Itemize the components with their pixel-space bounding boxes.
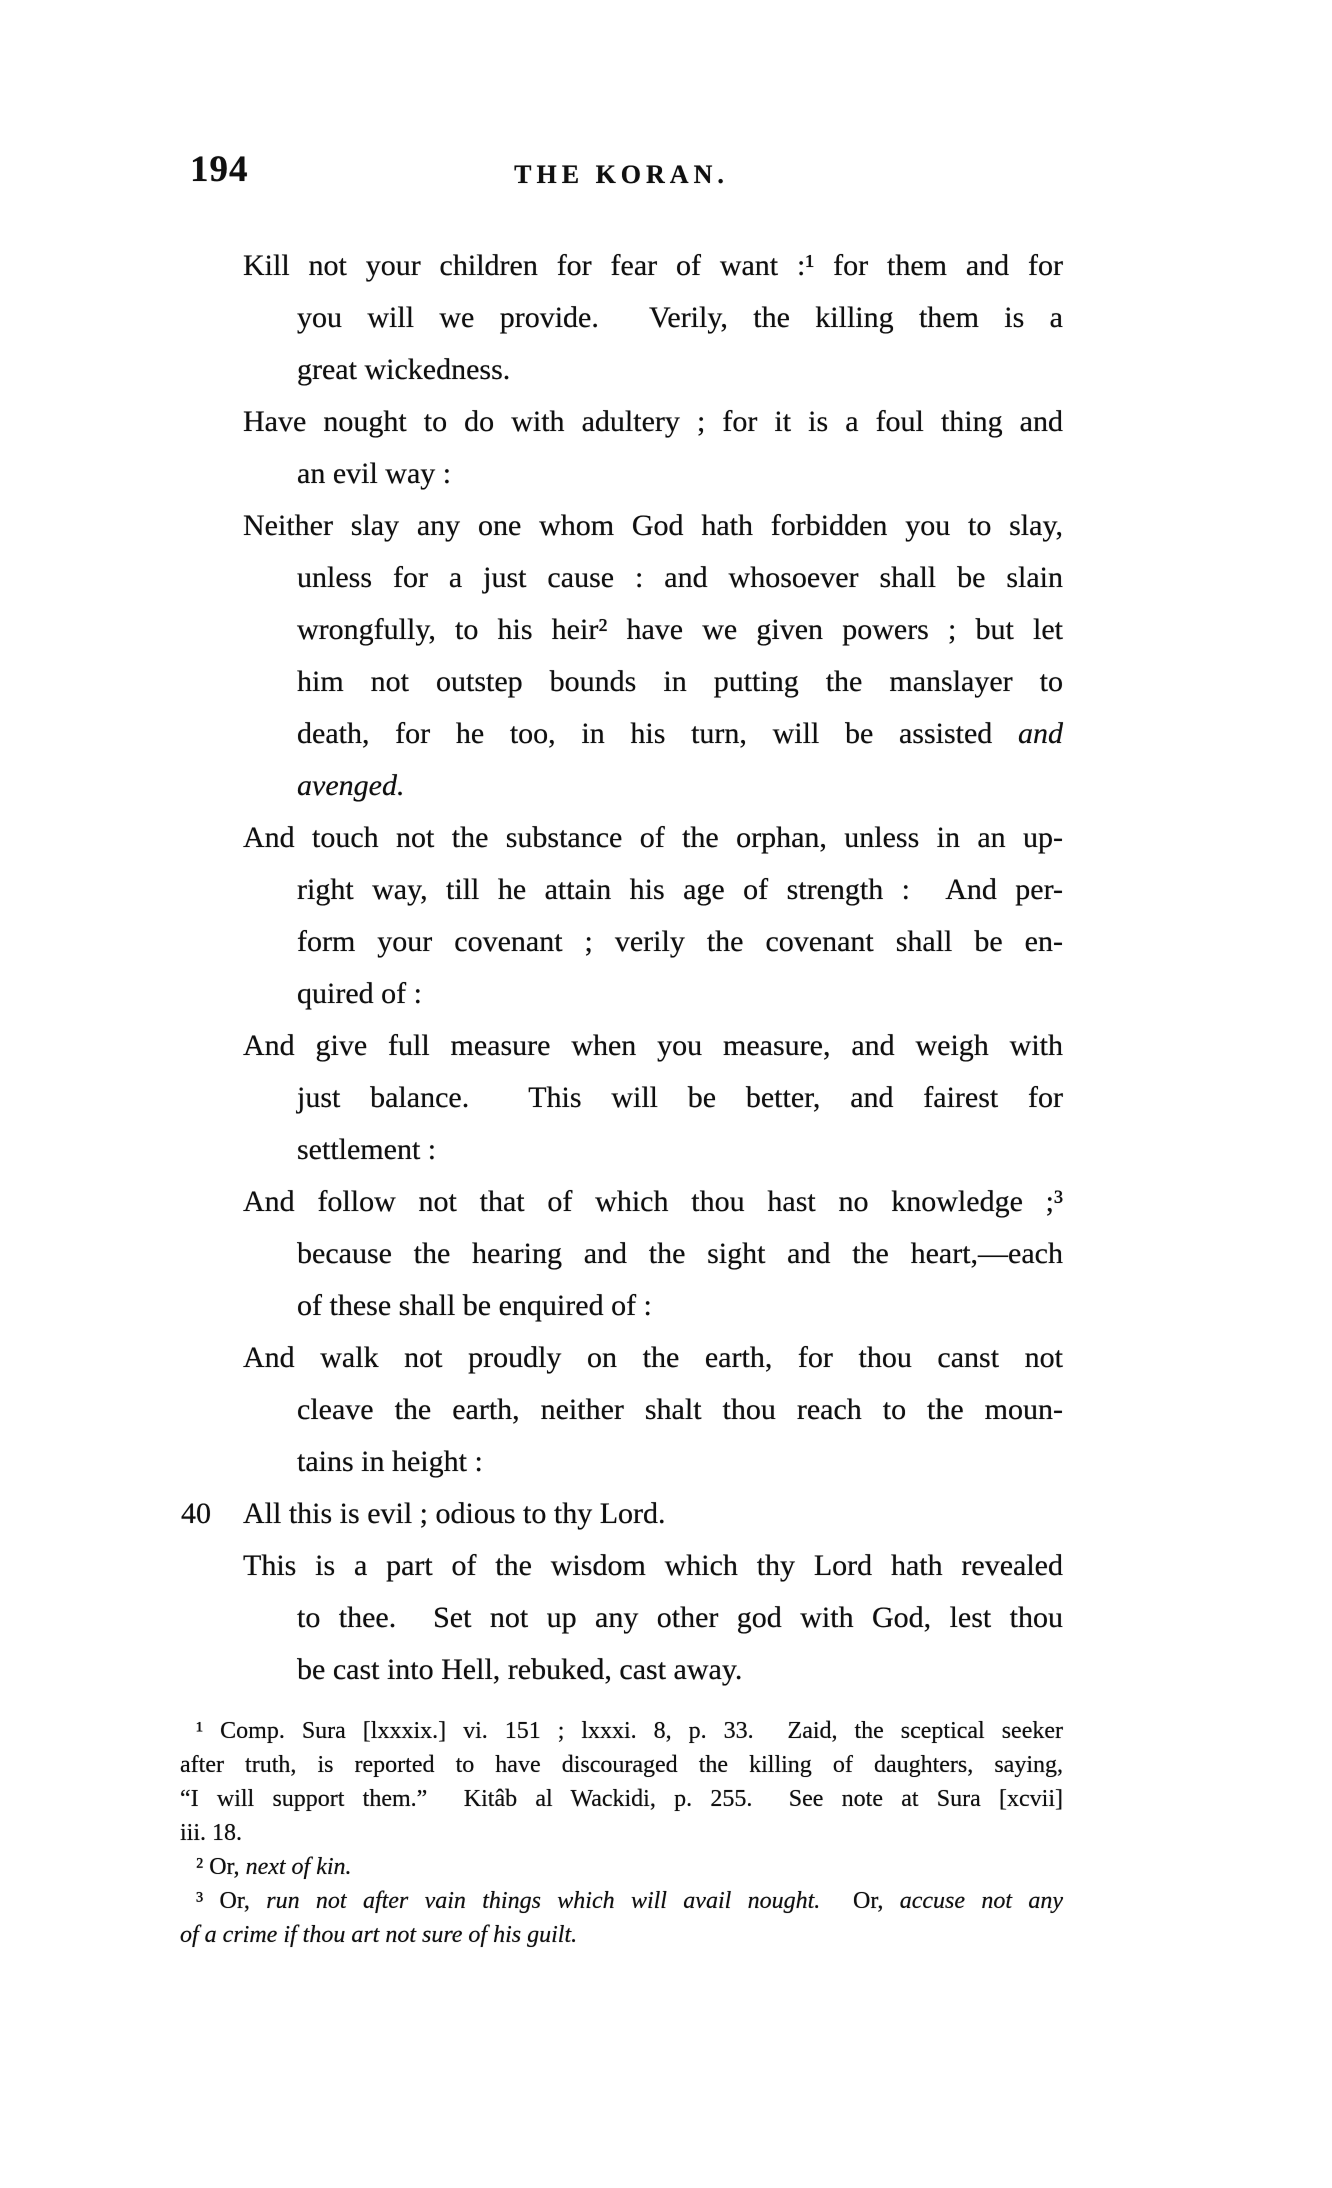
line-text	[180, 1786, 1063, 1812]
footnote-line	[180, 1918, 1063, 1952]
body-line	[243, 812, 1063, 864]
text-run: quired of :	[297, 977, 422, 1010]
footnote-line	[180, 1782, 1063, 1816]
body-line	[297, 344, 1063, 396]
text-run: ² Or,	[196, 1854, 246, 1880]
body-line	[297, 968, 1063, 1020]
text-run: because the hearing and the sight and the heart,—each	[297, 1237, 1063, 1270]
line-text	[297, 873, 1063, 906]
text-run: unless for a just cause : and whosoever shall be slain	[297, 561, 1063, 594]
body-line	[297, 1228, 1063, 1280]
line-text	[243, 1341, 1063, 1374]
line-text	[297, 561, 1063, 594]
text-run: of these shall be enquired of :	[297, 1289, 652, 1322]
footnote-line	[196, 1850, 1063, 1884]
line-text	[243, 405, 1063, 438]
text-run: Kill not your children for fear of want :¹ for them and for	[243, 249, 1063, 282]
line-text	[297, 1445, 483, 1478]
body-text	[180, 240, 1063, 1696]
text-run: cleave the earth, neither shalt thou reach to the moun-	[297, 1393, 1063, 1426]
line-text	[196, 1888, 1063, 1914]
line-text	[196, 1854, 352, 1880]
body-line	[297, 1592, 1063, 1644]
body-line	[243, 396, 1063, 448]
text-run: Neither slay any one whom God hath forbidden you to slay,	[243, 509, 1063, 542]
text-run: great wickedness.	[297, 353, 511, 386]
line-text	[297, 925, 1063, 958]
line-text	[180, 1922, 577, 1948]
text-run: just balance. This will be better, and fairest for	[297, 1081, 1063, 1114]
text-run: death, for he too, in his turn, will be assisted	[297, 717, 1018, 750]
body-line	[297, 604, 1063, 656]
body-line	[243, 500, 1063, 552]
line-text	[243, 249, 1063, 282]
line-text	[297, 1653, 742, 1686]
line-text	[297, 769, 404, 802]
line-text	[297, 1081, 1063, 1114]
line-text	[297, 457, 451, 490]
footnote-line	[180, 1748, 1063, 1782]
line-text	[243, 1029, 1063, 1062]
text-run: right way, till he attain his age of strength : And per-	[297, 873, 1063, 906]
text-run: And follow not that of which thou hast no knowledge ;³	[243, 1185, 1063, 1218]
body-line	[297, 448, 1063, 500]
body-line	[297, 1436, 1063, 1488]
text-run: This is a part of the wisdom which thy Lord hath revealed	[243, 1549, 1063, 1582]
body-line	[297, 656, 1063, 708]
text-run: tains in height :	[297, 1445, 483, 1478]
footnote-line	[196, 1884, 1063, 1918]
body-line	[297, 1384, 1063, 1436]
text-run: settlement :	[297, 1133, 437, 1166]
text-run: be cast into Hell, rebuked, cast away.	[297, 1653, 743, 1686]
text-run: Or,	[820, 1888, 900, 1914]
line-text	[243, 1549, 1063, 1582]
line-text	[297, 613, 1063, 646]
line-text	[243, 1497, 666, 1530]
line-text	[180, 1820, 242, 1846]
text-run: And give full measure when you measure, and weigh with	[243, 1029, 1063, 1062]
text-run: And walk not proudly on the earth, for thou canst not	[243, 1341, 1063, 1374]
line-text	[297, 717, 1063, 750]
text-run: iii. 18.	[180, 1820, 243, 1846]
line-text	[297, 1289, 652, 1322]
italic-run: of a crime if thou art not sure of his guilt.	[180, 1922, 578, 1948]
body-line	[297, 1124, 1063, 1176]
line-text	[243, 1185, 1063, 1218]
body-line	[243, 1540, 1063, 1592]
text-run: “I will support them.” Kitâb al Wackidi, p. 255. See note at Sura [xcvii]	[180, 1786, 1063, 1812]
text-run: an evil way :	[297, 457, 452, 490]
line-text	[196, 1718, 1063, 1744]
page-number: 194	[190, 149, 249, 190]
body-line	[297, 1644, 1063, 1696]
italic-run: accuse not any	[899, 1888, 1064, 1914]
text-run: him not outstep bounds in putting the manslayer to	[297, 665, 1063, 698]
body-line	[243, 240, 1063, 292]
text-run: ³ Or,	[196, 1888, 267, 1914]
body-line	[243, 1332, 1063, 1384]
body-line	[181, 1488, 1063, 1540]
body-line	[297, 1072, 1063, 1124]
line-text	[297, 1133, 436, 1166]
line-text	[297, 1237, 1063, 1270]
body-line	[297, 292, 1063, 344]
body-line	[297, 1280, 1063, 1332]
footnotes	[180, 1714, 1063, 1952]
text-run: form your covenant ; verily the covenant shall be en-	[297, 925, 1063, 958]
line-text	[297, 353, 510, 386]
text-run: to thee. Set not up any other god with God, lest thou	[297, 1601, 1063, 1634]
text-run: after truth, is reported to have discouraged the killing of daughters, saying,	[180, 1752, 1063, 1778]
body-line	[297, 760, 1063, 812]
line-text	[297, 1393, 1063, 1426]
body-line	[297, 916, 1063, 968]
text-run: All this is evil ; odious to thy Lord.	[243, 1497, 666, 1530]
body-line	[297, 552, 1063, 604]
italic-run: next of kin.	[245, 1854, 352, 1880]
line-text	[297, 1601, 1063, 1634]
line-text	[297, 665, 1063, 698]
text-run: wrongfully, to his heir² have we given powers ; but let	[297, 613, 1063, 646]
line-text	[180, 1752, 1063, 1778]
line-text	[297, 977, 422, 1010]
footnote-line	[196, 1714, 1063, 1748]
running-title: THE KORAN.	[514, 160, 729, 189]
body-line	[297, 864, 1063, 916]
verse-number: 40	[181, 1497, 211, 1530]
body-line	[243, 1020, 1063, 1072]
line-text	[243, 821, 1063, 854]
text-run: ¹ Comp. Sura [lxxxix.] vi. 151 ; lxxxi. 8, p. 33. Zaid, the sceptical seeker	[196, 1718, 1063, 1744]
footnote-line	[180, 1816, 1063, 1850]
line-text	[297, 301, 1063, 334]
text-run: you will we provide. Verily, the killing them is a	[297, 301, 1063, 334]
text-run: And touch not the substance of the orphan, unless in an up-	[243, 821, 1063, 854]
italic-run: and	[1018, 717, 1063, 750]
line-text	[243, 509, 1063, 542]
italic-run: avenged.	[297, 769, 405, 802]
italic-run: run not after vain things which will avail nought.	[266, 1888, 821, 1914]
body-line	[297, 708, 1063, 760]
body-line	[243, 1176, 1063, 1228]
text-run: Have nought to do with adultery ; for it is a foul thing and	[243, 405, 1063, 438]
